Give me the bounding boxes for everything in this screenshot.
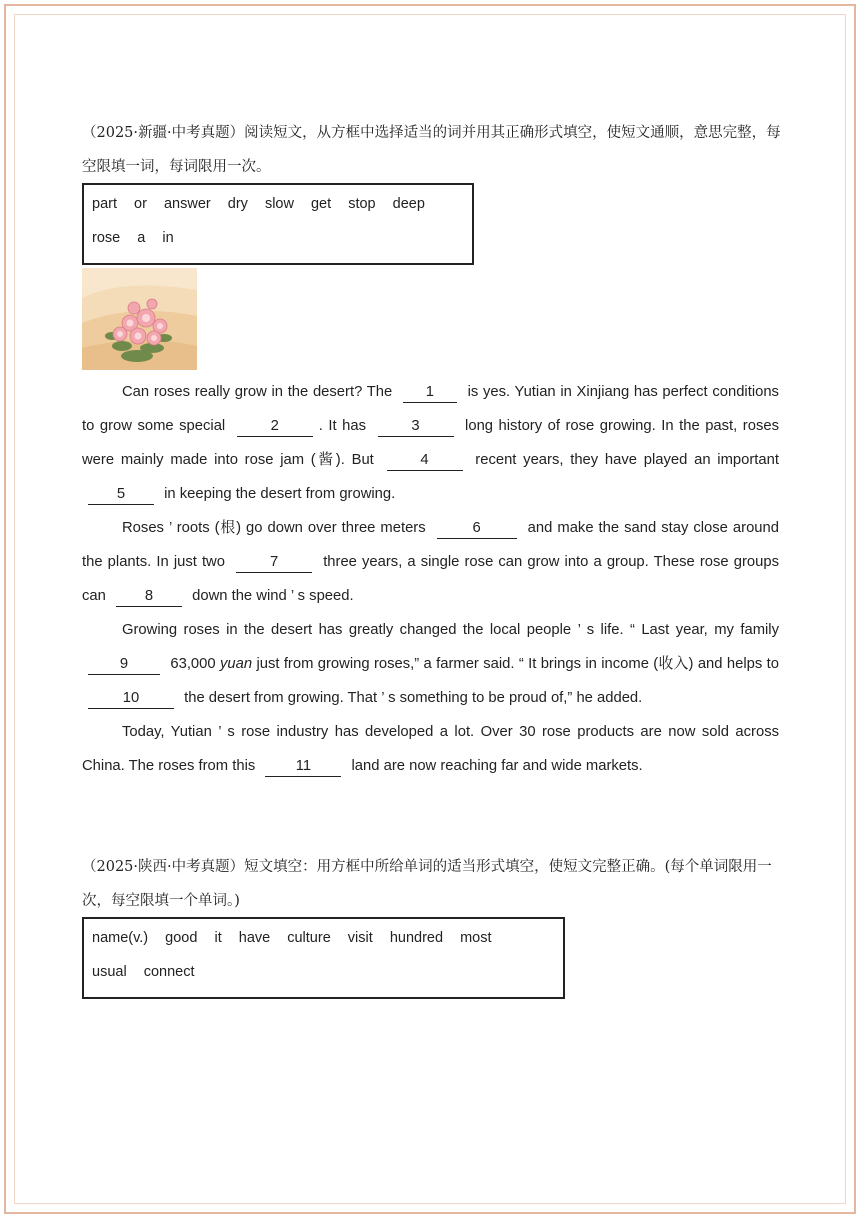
blank-9[interactable]: 9 (88, 654, 160, 675)
section2-word-box (82, 917, 565, 999)
word-box-item: hundred (389, 930, 444, 946)
paragraph-3: Growing roses in the desert has greatly changed the local people ’ s life. “ Last year, my family 9 63,000 yuan just from growing roses,” a farmer said. “ It brings in income (收入) and helps to 10 the desert from growing. That ’ s something to be proud of,” he added. (82, 613, 779, 715)
paragraph-1: Can roses really grow in the desert? The 1 is yes. Yutian in Xinjiang has perfect conditions to grow some special 2 . It has 3 long history of rose growing. In the past, roses were mainly made into rose jam (酱). But 4 recent years, they have played an important 5 in keeping the desert from growing. (82, 375, 779, 511)
word-box-item: stop (348, 196, 376, 212)
blank-3[interactable]: 3 (378, 416, 454, 437)
paragraph-4: Today, Yutian ’ s rose industry has developed a lot. Over 30 rose products are now sold across China. The roses from this 11 land are now reaching far and wide markets. (82, 715, 779, 783)
word-box-item: part (92, 196, 117, 212)
section1-passage (82, 375, 779, 783)
word-box-item: get (310, 196, 332, 212)
blank-4[interactable]: 4 (387, 450, 463, 471)
word-box-item: or (134, 196, 147, 212)
blank-11[interactable]: 11 (265, 756, 341, 777)
word-box-item: have (238, 930, 271, 946)
word-box-item: it (214, 930, 222, 946)
word-box-item: answer (163, 196, 211, 212)
word-box-item: culture (287, 930, 331, 946)
word-box-item: in (162, 230, 174, 246)
word-box-item: dry (227, 196, 248, 212)
word-box-item: slow (264, 196, 294, 212)
word-box-item: most (460, 930, 492, 946)
word-box-item: rose (92, 230, 121, 246)
word-box-item: good (165, 930, 198, 946)
word-box-item: usual (92, 964, 127, 980)
blank-8[interactable]: 8 (116, 586, 182, 607)
section1-header: （2025·新疆·中考真题）阅读短文，从方框中选择适当的词并用其正确形式填空，使短文通顺，意思完整，每空限填一词，每词限用一次。 (82, 125, 781, 175)
blank-5[interactable]: 5 (88, 484, 154, 505)
blank-6[interactable]: 6 (437, 518, 517, 539)
blank-7[interactable]: 7 (236, 552, 312, 573)
word-box-item: a (137, 230, 146, 246)
roses-desert-image (82, 268, 197, 370)
section1-word-box (82, 183, 474, 265)
paragraph-2: Roses ’ roots (根) go down over three meters 6 and make the sand stay close around the plants. In just two 7 three years, a single rose can grow into a group. These rose groups can 8 down the wind ’ s speed. (82, 511, 779, 613)
word-box-item: name(v.) (92, 930, 149, 946)
blank-10[interactable]: 10 (88, 688, 174, 709)
word-box-item: connect (143, 964, 195, 980)
word-box-item: visit (347, 930, 373, 946)
blank-2[interactable]: 2 (237, 416, 313, 437)
word-box-item: deep (392, 196, 425, 212)
section2-header: （2025·陕西·中考真题）短文填空：用方框中所给单词的适当形式填空，使短文完整正确。(每个单词限用一次，每空限填一个单词。) (82, 859, 772, 909)
blank-1[interactable]: 1 (403, 382, 457, 403)
